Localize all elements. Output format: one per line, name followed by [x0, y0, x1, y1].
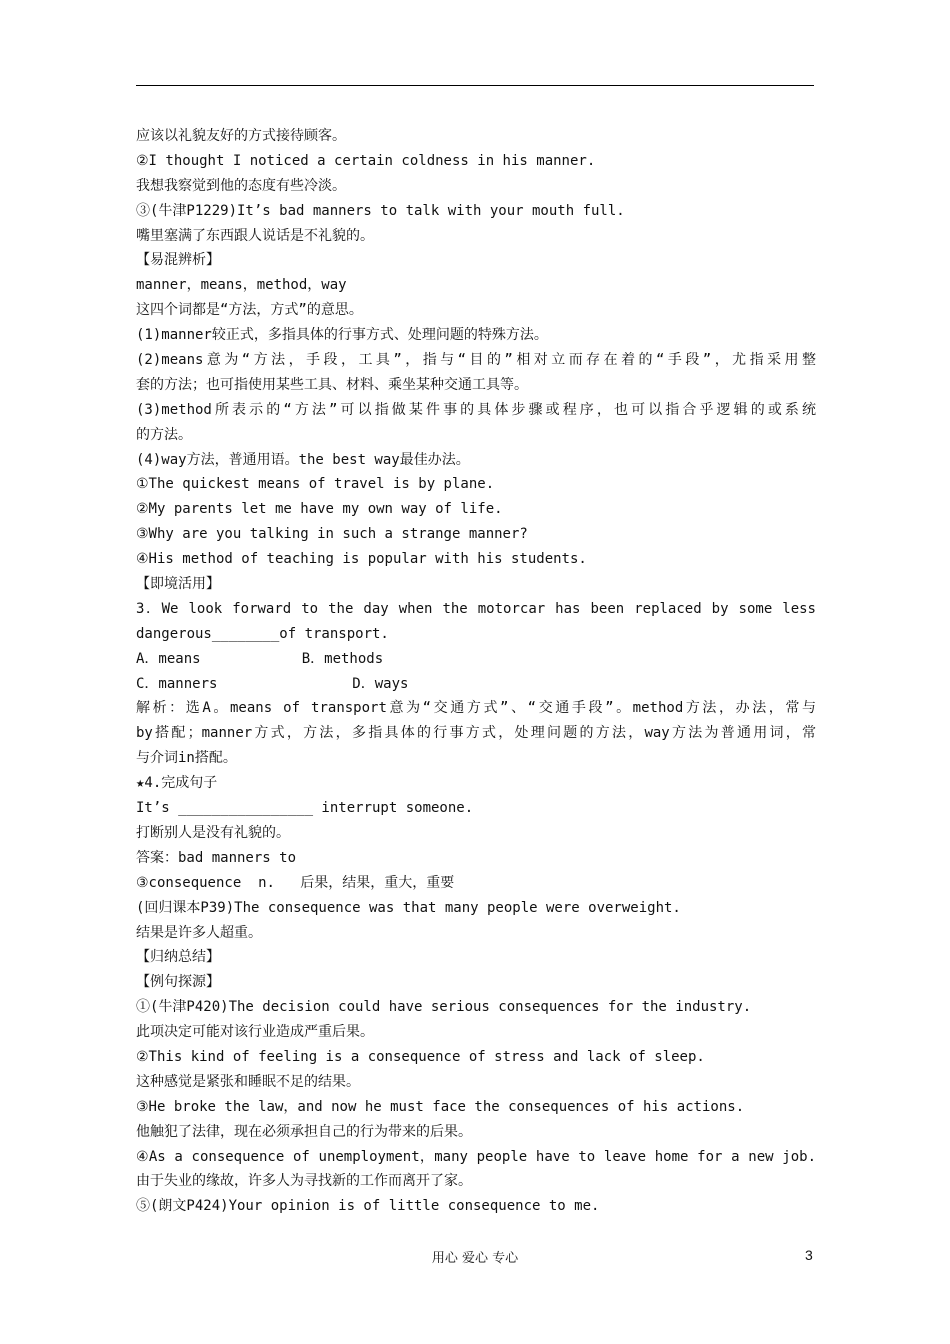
page-body [136, 124, 816, 1219]
text-line: 这种感觉是紧张和睡眠不足的结果。 [136, 1073, 360, 1090]
example-sentence: ④His method of teaching is popular with his students. [136, 551, 587, 568]
text-line: 嘴里塞满了东西跟人说话是不礼貌的。 [136, 227, 374, 244]
example-sentence: ③Why are you talking in such a strange manner? [136, 526, 528, 543]
example-sentence: ②This kind of feeling is a consequence of stress and lack of sleep. [136, 1048, 705, 1065]
question-text: dangerous________of transport. [136, 625, 389, 642]
page-footer: 用心 爱心 专心 [431, 1251, 519, 1266]
explanation-text: by搭配；manner方式，方法，多指具体的行事方式，处理问题的方法，way方法为普通用词，常 [136, 725, 816, 742]
question-text: It’s ________________ interrupt someone. [136, 800, 474, 817]
text-line: 套的方法；也可指使用某些工具、材料、乘坐某种交通工具等。 [136, 376, 528, 393]
text-line: manner，means，method，way [136, 277, 347, 294]
text-line: 结果是许多人超重。 [136, 924, 262, 941]
example-sentence: ①The quickest means of travel is by plane. [136, 476, 495, 493]
answer-options: C．manners D．ways [136, 675, 409, 692]
text-line: ②I thought I noticed a certain coldness in his manner. [136, 152, 596, 169]
text-line: (1)manner较正式，多指具体的行事方式、处理问题的特殊方法。 [136, 327, 548, 344]
question-text: 3．We look forward to the day when the motorcar has been replaced by some less [136, 600, 816, 617]
explanation-text: 与介词in搭配。 [136, 750, 237, 767]
text-line: (2)means意为“方法，手段，工具”，指与“目的”相对立而存在着的“手段”，尤指采用整 [136, 352, 816, 369]
text-line: 由于失业的缘故，许多人为寻找新的工作而离开了家。 [136, 1173, 472, 1190]
text-line: 的方法。 [136, 426, 192, 443]
explanation-text: 解析：选A。means of transport意为“交通方式”、“交通手段”。method方法，办法，常与 [136, 700, 816, 717]
answer-text: 答案：bad manners to [136, 849, 297, 866]
header-rule [136, 85, 814, 86]
section-heading: 【即境活用】 [136, 576, 220, 593]
vocabulary-entry: ③consequence n. 后果，结果，重大，重要 [136, 874, 455, 891]
text-line: 他触犯了法律，现在必须承担自己的行为带来的后果。 [136, 1123, 472, 1140]
text-line: (3)method所表示的“方法”可以指做某件事的具体步骤或程序，也可以指合乎逻辑的或系统 [136, 401, 816, 418]
section-heading: 【易混辨析】 [136, 252, 220, 269]
text-line: ③(牛津P1229)It’s bad manners to talk with your mouth full. [136, 202, 625, 219]
example-sentence: (回归课本P39)The consequence was that many people were overweight. [136, 899, 681, 916]
example-sentence: ②My parents let me have my own way of life. [136, 501, 503, 518]
section-heading: 【归纳总结】 [136, 949, 220, 966]
text-line: 应该以礼貌友好的方式接待顾客。 [136, 128, 346, 144]
text-line: 这四个词都是“方法，方式”的意思。 [136, 302, 363, 319]
text-line: (4)way方法，普通用语。the best way最佳办法。 [136, 451, 470, 468]
example-sentence: ④As a consequence of unemployment，many people have to leave home for a new job. [136, 1148, 816, 1165]
page-number: 3 [805, 1247, 813, 1263]
text-line: 我想我察觉到他的态度有些冷淡。 [136, 177, 346, 194]
section-heading: 【例句探源】 [136, 974, 220, 991]
text-line: 打断别人是没有礼貌的。 [136, 824, 290, 841]
example-sentence: ①(牛津P420)The decision could have serious consequences for the industry. [136, 999, 752, 1016]
text-line: 此项决定可能对该行业造成严重后果。 [136, 1024, 374, 1041]
example-sentence: ③He broke the law，and now he must face the consequences of his actions. [136, 1098, 745, 1115]
section-heading: ★4.完成句子 [136, 775, 218, 792]
answer-options: A．means B．methods [136, 650, 384, 667]
example-sentence: ⑤(朗文P424)Your opinion is of little consequence to me. [136, 1198, 600, 1215]
